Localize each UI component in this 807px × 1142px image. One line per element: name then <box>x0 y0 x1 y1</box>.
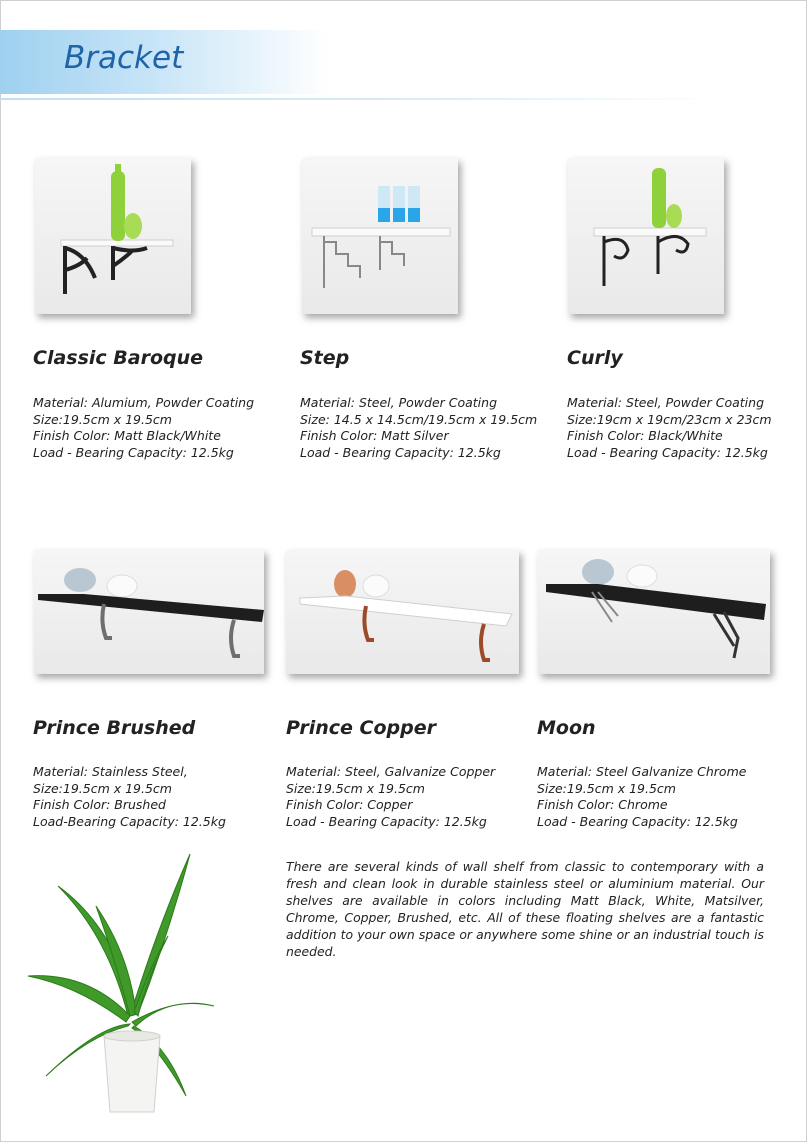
spec-line: Size:19.5cm x 19.5cm <box>33 780 172 796</box>
spec-line: Finish Color: Copper <box>286 797 413 813</box>
prince-copper-photo <box>286 550 519 674</box>
product-name-step: Step <box>300 347 350 369</box>
spec-line: Size:19.5cm x 19.5cm <box>537 780 676 796</box>
spec-line: Material: Stainless Steel, <box>33 764 188 779</box>
spec-line: Load - Bearing Capacity: 12.5kg <box>33 444 234 460</box>
product-specs-moon <box>537 764 746 830</box>
curly-photo <box>568 158 724 314</box>
product-specs-step <box>300 395 537 461</box>
product-name-prince-brushed: Prince Brushed <box>33 717 196 739</box>
spec-line: Load - Bearing Capacity: 12.5kg <box>537 813 738 829</box>
product-specs-prince-brushed <box>33 764 226 830</box>
spec-line: Load - Bearing Capacity: 12.5kg <box>286 813 487 829</box>
spec-line: Material: Steel, Galvanize Copper <box>286 764 496 779</box>
potted-plant-image <box>18 846 218 1130</box>
prince-brushed-photo <box>34 550 264 674</box>
spec-line: Size:19cm x 19cm/23cm x 23cm <box>567 411 772 427</box>
product-name-prince-copper: Prince Copper <box>286 717 436 739</box>
product-name-moon: Moon <box>537 717 596 739</box>
spec-line: Material: Steel Galvanize Chrome <box>537 764 747 779</box>
moon-photo <box>538 550 770 674</box>
spec-line: Finish Color: Chrome <box>537 797 668 813</box>
spec-line: Finish Color: Brushed <box>33 797 166 813</box>
spec-line: Load - Bearing Capacity: 12.5kg <box>300 444 501 460</box>
spec-line: Size:19.5cm x 19.5cm <box>33 411 172 427</box>
product-specs-prince-copper <box>286 764 495 830</box>
spec-line: Size:19.5cm x 19.5cm <box>286 780 425 796</box>
step-photo <box>302 158 458 314</box>
description-paragraph: There are several kinds of wall shelf from classic to contemporary with a fresh and clean look in durable stainless steel or aluminium material. Our shelves are available in colors including Matt Black, White, Matsilver, Chrome, Copper, Brushed, etc. All of these floating shelves are a fantastic addition to your own space or anywhere some shine or an industrial touch is needed. <box>286 859 764 959</box>
spec-line: Material: Steel, Powder Coating <box>300 395 498 410</box>
spec-line: Material: Alumium, Powder Coating <box>33 395 255 410</box>
product-name-classic-baroque: Classic Baroque <box>33 347 204 369</box>
product-specs-curly <box>567 395 772 461</box>
spec-line: Finish Color: Matt Silver <box>300 428 449 444</box>
spec-line: Material: Steel, Powder Coating <box>567 395 765 410</box>
product-specs-classic-baroque <box>33 395 254 461</box>
spec-line: Size: 14.5 x 14.5cm/19.5cm x 19.5cm <box>300 411 538 427</box>
spec-line: Load - Bearing Capacity: 12.5kg <box>567 444 768 460</box>
classic-baroque-photo <box>35 158 191 314</box>
product-name-curly: Curly <box>567 347 623 369</box>
header-divider <box>0 98 720 100</box>
spec-line: Finish Color: Black/White <box>567 428 723 444</box>
spec-line: Load-Bearing Capacity: 12.5kg <box>33 813 226 829</box>
spec-line: Finish Color: Matt Black/White <box>33 428 221 444</box>
page-title: Bracket <box>64 40 184 76</box>
